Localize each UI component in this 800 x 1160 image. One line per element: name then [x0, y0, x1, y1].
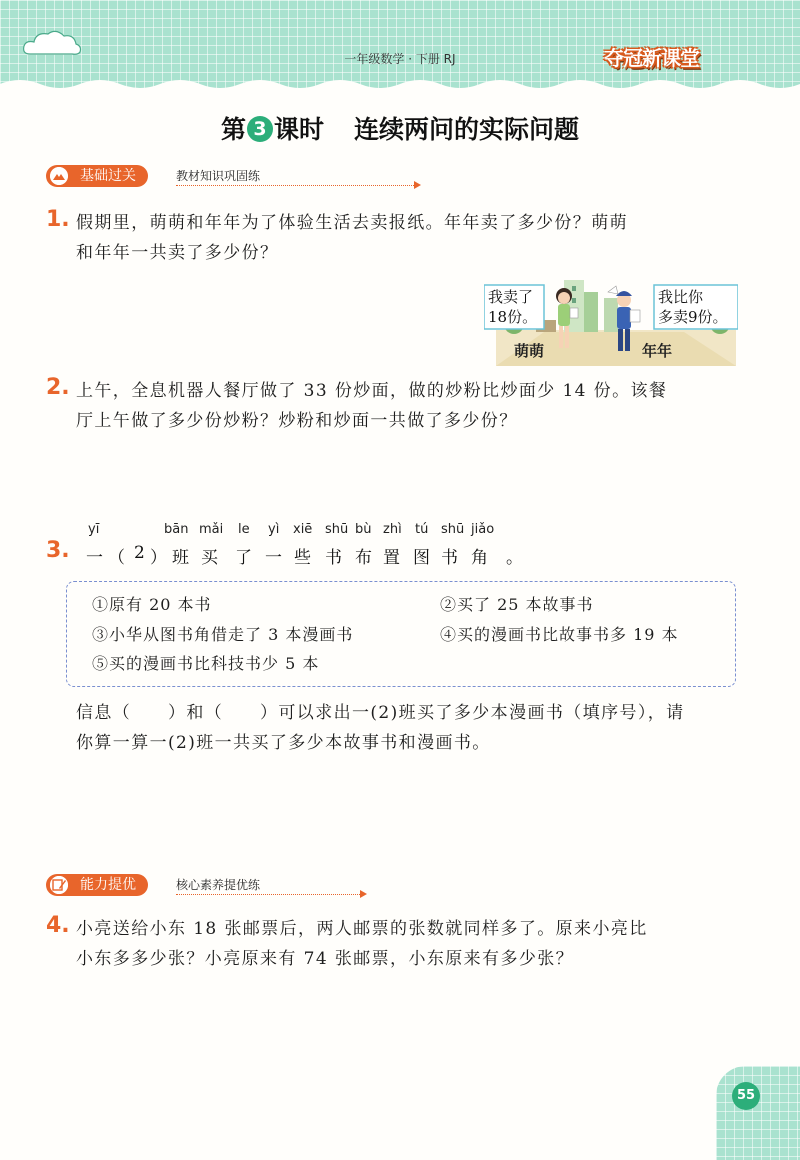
header-wave-edge	[0, 76, 800, 96]
question-3-number: 3.	[46, 538, 70, 563]
lesson-suffix: 课时	[273, 115, 324, 144]
bubble-left-line-2: 18份。	[488, 308, 538, 326]
question-2-text: 上午，全息机器人餐厅做了 33 份炒面，做的炒粉比炒面少 14 份。该餐 厅上午做了多少份炒粉？炒粉和炒面一共做了多少份？	[76, 381, 668, 431]
section-label: 基础过关	[46, 165, 148, 187]
question-1-number: 1.	[46, 207, 70, 232]
bubble-right-line-1: 我比你	[658, 288, 704, 306]
bubble-left-line-1: 我卖了	[488, 288, 534, 306]
section-subtitle: 教材知识巩固练	[176, 169, 261, 183]
page-corner-decoration	[716, 1066, 800, 1160]
brand-logo: 夺冠新课堂	[604, 46, 699, 70]
name-menmeng: 萌萌	[514, 342, 545, 360]
question-4-number: 4.	[46, 913, 70, 938]
question-1-text: 假期里，萌萌和年年为了体验生活去卖报纸。年年卖了多少份？萌萌 和年年一共卖了多少份？	[76, 213, 628, 263]
lesson-title	[0, 110, 800, 146]
bubble-right-line-2: 多卖9份。	[658, 308, 728, 326]
arrow-icon	[414, 181, 421, 189]
info-5: ⑤买的漫画书比科技书少 5 本	[92, 654, 320, 673]
book-title: 一年级数学 · 下册 RJ	[344, 52, 456, 66]
dotted-divider	[176, 894, 362, 895]
info-4: ④买的漫画书比故事书多 19 本	[440, 625, 679, 644]
mountain-icon	[50, 167, 68, 185]
page-number: 55	[732, 1082, 760, 1110]
section-subtitle: 核心素养提优练	[176, 878, 261, 892]
dotted-divider	[176, 185, 416, 186]
arrow-icon	[360, 890, 367, 898]
question-3-prompt: 信息（ ）和（ ）可以求出一(2)班买了多少本漫画书（填序号），请 你算一算一(2)班一共买了多少本故事书和漫画书。	[76, 703, 685, 753]
name-niannian: 年年	[642, 342, 673, 360]
question-4-text: 小亮送给小东 18 张邮票后，两人邮票的张数就同样多了。原来小亮比 小东多多少张？小亮原来有 74 张邮票，小东原来有多少张？	[76, 919, 648, 969]
section-label: 能力提优	[46, 874, 148, 896]
lesson-number-badge: 3	[247, 116, 273, 142]
pencil-note-icon	[50, 876, 68, 894]
info-2: ②买了 25 本故事书	[440, 595, 594, 614]
page-header	[0, 0, 800, 88]
question-1-illustration	[484, 272, 738, 368]
lesson-prefix: 第	[220, 115, 246, 144]
info-1: ①原有 20 本书	[92, 595, 212, 614]
question-2-number: 2.	[46, 375, 70, 400]
info-3: ③小华从图书角借走了 3 本漫画书	[92, 625, 354, 644]
lesson-topic: 连续两问的实际问题	[354, 115, 580, 144]
